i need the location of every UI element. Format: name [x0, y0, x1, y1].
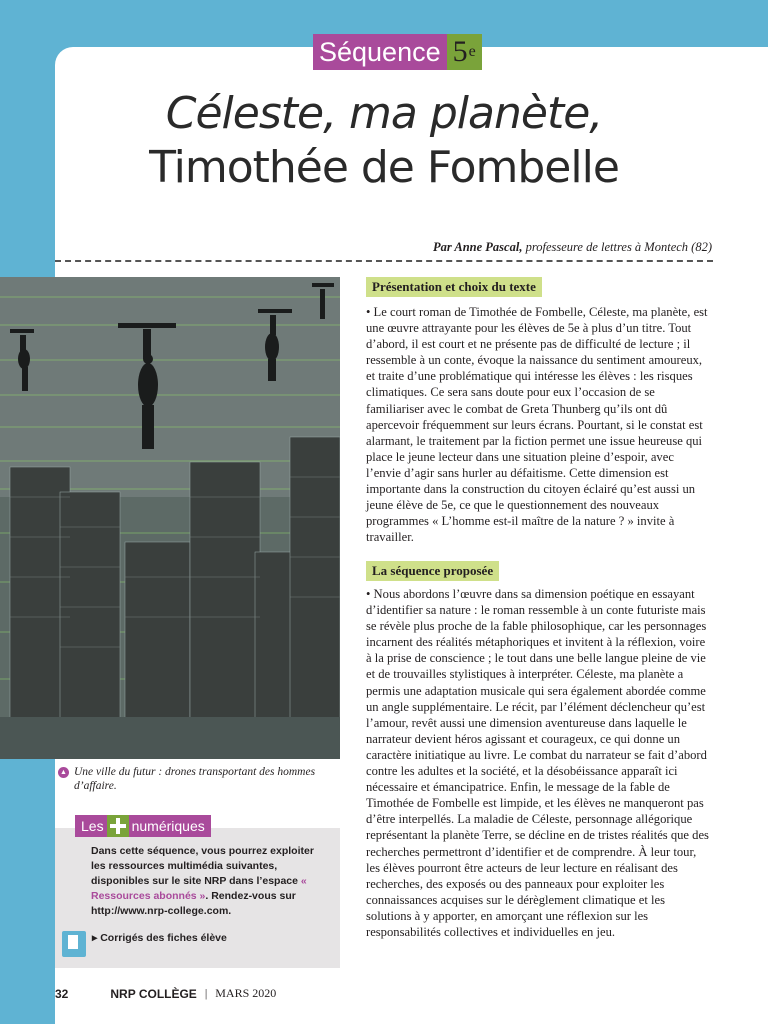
- title-line-2: Timothée de Fombelle: [149, 142, 619, 193]
- issue-date: MARS 2020: [215, 986, 277, 1000]
- section-body-sequence: • Nous abordons l’œuvre dans sa dimension poétique en essayant d’identifier sa nature : le roman ressemble à un conte futuriste mais se révèle plus proche de la fable philosophique, car les personnages incarnent des réalités métaphoriques et invitent à la réflexion, voire à la prise de conscience ; le tout dans une belle langue pleine de vie et de trouvailles stylistiques à interpréter. Céleste, ma planète a permis une adaptation musicale qui sera également abordée comme un angle supplémentaire. Le récit, par l’élément déclencheur qu’est l’amour, revêt aussi une dimension aventureuse dans laquelle le narrateur devient héros agissant et courageux, ce qui donne un caractère initiatique au livre. Le combat du narrateur se fait d’abord contre les adultes et la société, et la désobéissance apparaît ici nécessaire et émancipatrice. Enfin, le message de la fable de Timothée de Fombelle est limpide, et les élèves ne manqueront pas d’être interpellés. La maladie de Céleste, personnage allégorique représentant la planète Terre, se décline en de tristes réalités que des recherches permettront d’identifier et de comprendre. À leur tour, les élèves pourront être acteurs de leur lecture en réalisant des recherches, des exposés ou des panneaux pour exploiter les connaissances acquises sur le dérèglement climatique et les solutions à y apporter, en amorçant une réflexion sur les responsabilités collectives et individuelles en jeu.: [366, 587, 709, 939]
- plus-icon: [107, 815, 129, 837]
- byline-author: Par Anne Pascal,: [432, 240, 523, 254]
- section-body-presentation: • Le court roman de Timothée de Fombelle, Céleste, ma planète, est une œuvre attrayante pour les élèves de 5e à plus d’un titre. Tout d’abord, il est court et ne présente pas de difficulté de lecture ; il ressemble à un conte, évoque la naissance du sentiment amoureux, et traite d’une problématique qui intéresse les élèves : les risques climatiques. Ce sera sans doute pour eux l’occasion de se familiariser avec le combat de Greta Thunberg qu’ils ont dû apercevoir fréquemment sur leurs écrans. Pourtant, si le constat est alarmant, le traitement par la fiction permet une issue heureuse qui place le jeune lecteur dans une situation pleine d’espoir, avec l’envie d’agir sans hurler au défaitisme. Cette dimension est importante dans la construction du citoyen éclairé qu’est aussi un jeune élève de 5e, ce que le questionnement des nouveaux programmes « L’homme est-il maître de la nature ? » invite à travailler.: [366, 305, 708, 545]
- numerique-tab-left: Les: [81, 818, 104, 834]
- dashed-divider: [55, 260, 713, 262]
- numerique-link[interactable]: « Ressources abonnés »: [91, 875, 307, 902]
- numerique-text-1: Dans cette séquence, vous pourrez exploiter les ressources multimédia suivantes, disponibles sur le site NRP dans l’espace: [91, 845, 314, 887]
- numerique-tab: [75, 815, 211, 837]
- numerique-item: ▸ Corrigés des fiches élève: [92, 932, 227, 944]
- numerique-text: [91, 844, 321, 919]
- numerique-item-text: Corrigés des fiches élève: [100, 932, 227, 944]
- footer-separator: |: [204, 986, 208, 1000]
- byline: [433, 240, 712, 255]
- sequence-number: 5 e: [447, 34, 482, 70]
- document-icon: [62, 931, 86, 957]
- caption-text: Une ville du futur : drones transportant des hommes d’affaire.: [74, 766, 316, 792]
- page-footer: [55, 986, 276, 1001]
- page-number: 32: [55, 986, 69, 1001]
- sequence-label: [313, 34, 482, 70]
- numerique-text-2: . Rendez-vous sur http://www.nrp-college.com.: [91, 890, 296, 917]
- magazine-name: NRP COLLÈGE: [110, 986, 197, 1001]
- numerique-tab-right: numériques: [131, 818, 205, 834]
- city-drones-illustration: [0, 277, 340, 759]
- title-line-1: Céleste, ma planète,: [165, 88, 603, 139]
- sequence-word: Séquence: [313, 34, 447, 70]
- image-caption: [60, 765, 324, 793]
- byline-role: professeure de lettres à Montech (82): [522, 240, 712, 254]
- section-heading-sequence: La séquence proposée: [366, 561, 499, 581]
- caption-marker-icon: ▲: [58, 767, 69, 778]
- section-heading-presentation: Présentation et choix du texte: [366, 277, 542, 297]
